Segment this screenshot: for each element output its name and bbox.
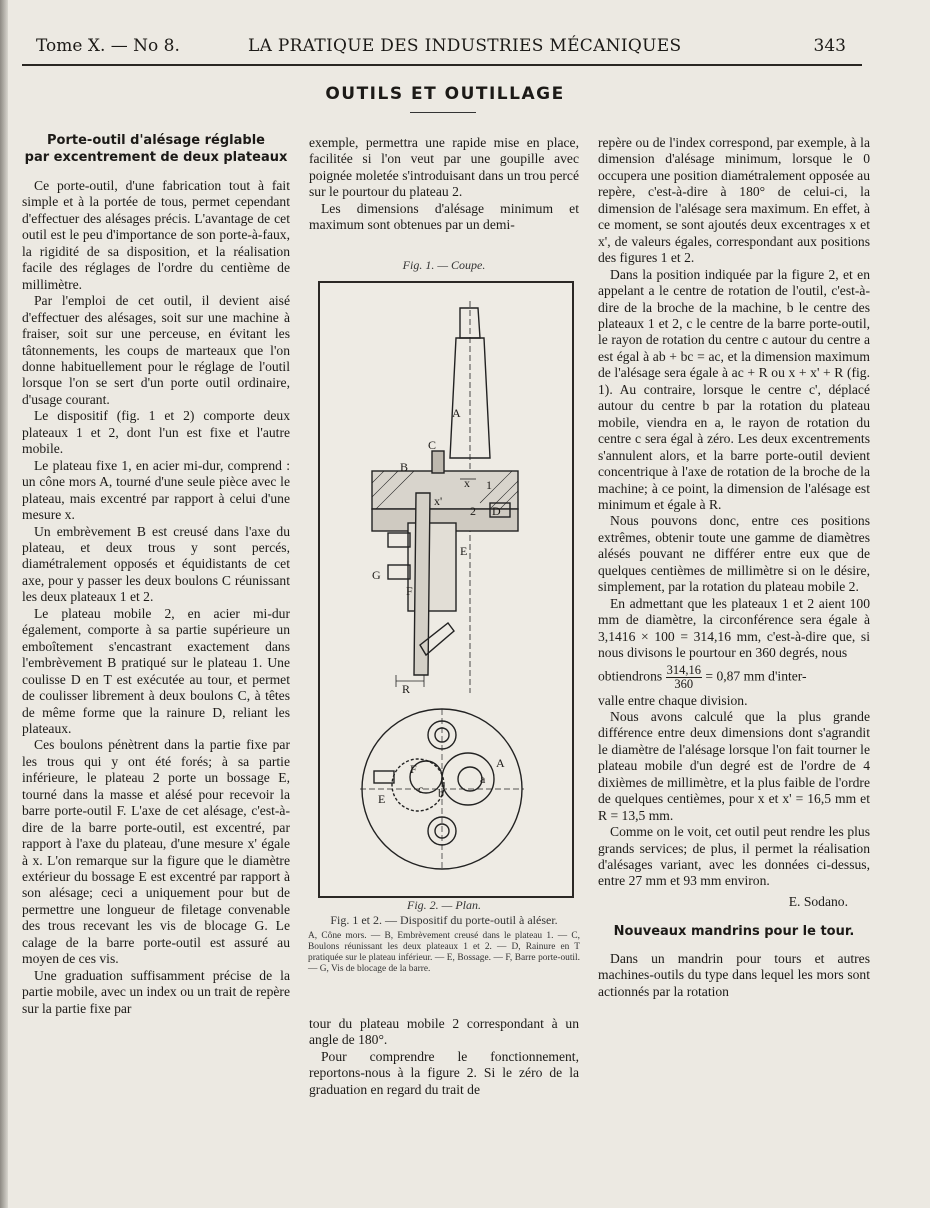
paragraph: Un embrèvement B est creusé dans l'axe du plateau, et deux trous y sont percés, diamétralement opposés et équidistants de cet axe, pour y passer les deux boulons C réunissant les deux plateaux 1 et 2. [22, 523, 290, 605]
paragraph: Par l'emploi de cet outil, il devient aisé d'effectuer des alésages, soit sur une machine à fraiser, soit sur une perceuse, en évitant les tâtonnements, les coups de marteaux que l'on donne habituellement pour le réglage de l'outil lorsque l'on se sert d'un porte outil ordinaire, d'usage courant. [22, 293, 290, 407]
label-a-cone-plan: A [496, 756, 505, 770]
paragraph: exemple, permettra une rapide mise en place, facilitée si l'on veut par une goupille avec poignée moletée s'introduisant dans un trou percé sur le pourtour du plateau 2. [309, 135, 579, 200]
figure-captions [308, 898, 580, 975]
label-f: F [406, 584, 413, 598]
label-x-prime: x' [434, 494, 443, 508]
article-title-line2: par excentrement de deux plateaux [24, 150, 288, 165]
fraction [666, 664, 702, 691]
column-2-top [309, 135, 579, 234]
author-signature: E. Sodano. [788, 893, 848, 909]
label-f-plan: F [410, 762, 417, 776]
paragraph: Le plateau mobile 2, en acier mi-dur également, comporte à sa partie supérieure un emboîtement s'encastrant exactement dans l'embrèvement B pratiqué sur le plateau 1. Une coulisse D en T est exécutée au tour, et permet de coulisser librement à deux boulons C, à têtes de même forme que la rainure D, reliant les plateaux. [22, 605, 290, 736]
column-3 [598, 135, 870, 1000]
paragraph: Ces boulons pénètrent dans la partie fixe par les trous qui y ont été forés; à sa partie inférieure, le plateau 2 porte un bossage E, tourné dans la masse et alésé pour recevoir la barre porte-outil F. L'axe de cet alésage, c'est-à-dire de la barre porte-outil, est excentré, par rapport à l'axe du plateau, d'une mesure x' égale à x. L'on remarque sur la figure que le diamètre extérieur du bossage E est excentré par rapport à son alésage; ceci a uniquement pour but de permettre une longueur de filetage convenable des trous recevant les vis de blocage G. Le calage de la barre porte-outil est assuré au moyen de ces vis. [22, 737, 290, 967]
issue-number: Tome X. — No 8. [36, 36, 180, 56]
section-title: OUTILS ET OUTILLAGE [325, 84, 565, 104]
label-b-plan: b [438, 786, 444, 800]
label-a: A [452, 406, 461, 420]
article-2-title: Nouveaux mandrins pour le tour. [613, 924, 855, 940]
page-number: 343 [813, 36, 846, 56]
paragraph: Dans un mandrin pour tours et autres machines-outils du type dans lequel les mors sont actionnés par la rotation [598, 950, 870, 999]
label-c: C [428, 438, 437, 452]
paragraph: valle entre chaque division. [598, 692, 748, 708]
formula-line [598, 664, 870, 691]
figure-2-caption: Fig. 2. — Plan. [407, 898, 481, 912]
section-underline [410, 112, 476, 113]
label-e: E [460, 544, 468, 558]
header-rule [22, 64, 862, 66]
label-2: 2 [470, 504, 476, 518]
label-g: G [372, 568, 381, 582]
paragraph: En admettant que les plateaux 1 et 2 aient 100 mm de diamètre, la circonférence sera égale à 3,1416 × 100 = 314,16 mm, c'est-à-dire que, si nous divisons le pourtour en 360 degrés, nous [598, 595, 870, 661]
label-a-plan: a [480, 772, 486, 786]
label-r: R [402, 682, 411, 696]
paragraph: tour du plateau mobile 2 correspondant à un angle de 180°. [309, 1016, 579, 1048]
bar-plan [458, 767, 482, 791]
screw-g-plan [374, 771, 394, 783]
article-title-line1: Porte-outil d'alésage réglable [47, 133, 265, 148]
bolt-c [432, 451, 444, 473]
label-d: D [492, 504, 501, 518]
paragraph: Nous avons calculé que la plus grande différence entre deux dimensions dont s'agrandit le diamètre de l'alésage lorsque l'on fait tourner le plateau mobile d'un degré est de l'ordre de 4 dixièmes de millimètre, et la plus faible de l'ordre de quelques centièmes, pour x et x' = 16,5 mm et R = 13,5 mm. [598, 708, 870, 823]
figure-box [318, 281, 574, 898]
bolt-c-upper [428, 721, 456, 749]
page-edge-shadow [0, 0, 8, 1208]
article-title [22, 132, 290, 166]
formula-prefix: obtiendrons [598, 668, 663, 684]
screw-g-upper [388, 533, 410, 547]
label-b: B [400, 460, 409, 474]
label-e-plan: E [378, 792, 386, 806]
paragraph: Pour comprendre le fonctionnement, reportons-nous à la figure 2. Si le zéro de la graduation en regard du trait de [309, 1048, 579, 1097]
formula-suffix: = 0,87 mm d'inter- [705, 668, 807, 684]
paragraph: Le plateau fixe 1, en acier mi-dur, comprend : un cône mors A, tourné d'une seule pièce avec le plateau, mais excentré par rapport à celui d'une mesure x. [22, 457, 290, 523]
column-2-bottom [309, 1016, 579, 1098]
figure-legend: A, Cône mors. — B, Embrèvement creusé dans le plateau 1. — C, Boulons réunissant les deux plateaux 1 et 2. — D, Rainure en T pratiquée sur le plateau inférieur. — E, Bossage. — F, Barre porte-outil. — G, Vis de blocage de la barre. [308, 931, 580, 974]
label-1: 1 [486, 478, 492, 492]
paragraph: Comme on le voit, cet outil peut rendre les plus grands services; de plus, il permet la réalisation d'alésages variant, avec les données ci-dessus, entre 27 mm et 93 mm environ. [598, 824, 870, 889]
paragraph: Le dispositif (fig. 1 et 2) comporte deux plateaux 1 et 2, dont l'un est fixe et l'autre mobile. [22, 408, 290, 457]
paragraph: Ce porte-outil, d'une fabrication tout à fait simple et à la portée de tous, permet cependant d'effectuer des alésages précis. L'avantage de cet outil est le peu d'importance de son porte-à-faux, la rigidité de sa disposition, et la réalisation facile des réglages de l'ordre du centième de millimètre. [22, 178, 290, 292]
paragraph: Une graduation suffisamment précise de la partie mobile, avec un index ou un trait de repère sur la partie fixe par [22, 967, 290, 1016]
paragraph: Dans la position indiquée par la figure 2, et en appelant a le centre de rotation de l'outil, c'est-à-dire de la broche de la machine, b le centre des plateaux 1 et 2, c le centre de la barre porte-outil, le rayon de rotation du centre c autour du centre a est égal à ab + bc = ac, et la dimension maximum de l'alésage sera égale à ac + R ou x + x' + R (fig. 1). Au contraire, lorsque le centre c', déplacé autour du centre b par la rotation du plateau mobile, viendra en a, le rayon de rotation du centre c sera égal à zéro. Les deux excentrements s'annulent alors, et la barre porte-outil devient concentrique à l'axe de rotation de la broche de la machine; à ce point, la dimension de l'alésage est minimum et égale à R. [598, 266, 870, 512]
running-header [36, 36, 846, 62]
paragraph: Nous pouvons donc, entre ces positions extrêmes, obtenir toute une gamme de diamètres alésés pouvant ne différer entre eux que de quelques centièmes de millimètre si on le désire, simplement, par la rotation du plateau mobile 2. [598, 513, 870, 595]
label-c-plan: c [418, 782, 424, 796]
fraction-denominator: 360 [674, 676, 694, 691]
figures-main-caption: Fig. 1 et 2. — Dispositif du porte-outil à aléser. [330, 913, 558, 927]
technical-drawing [320, 283, 572, 896]
fraction-numerator: 314,16 [666, 662, 701, 677]
figure-1-caption: Fig. 1. — Coupe. [402, 258, 486, 272]
paragraph: repère ou de l'index correspond, par exemple, à la dimension d'alésage minimum, lorsque le 0 occupera une position diamétralement opposée au repère, c'est-à-dire à 180° de celui-ci, la dimension de l'alésage sera maximum. En effet, à ce moment, se sont ajoutés deux excentrages x et x', de valeurs égales, correspondant aux positions des figures 1 et 2. [598, 135, 870, 266]
label-x: x [464, 476, 470, 490]
column-1 [22, 132, 290, 1017]
screw-g-lower [388, 565, 410, 579]
cone-plan [442, 753, 494, 805]
journal-title: LA PRATIQUE DES INDUSTRIES MÉCANIQUES [248, 36, 682, 56]
paragraph: Les dimensions d'alésage minimum et maximum sont obtenues par un demi- [309, 200, 579, 233]
